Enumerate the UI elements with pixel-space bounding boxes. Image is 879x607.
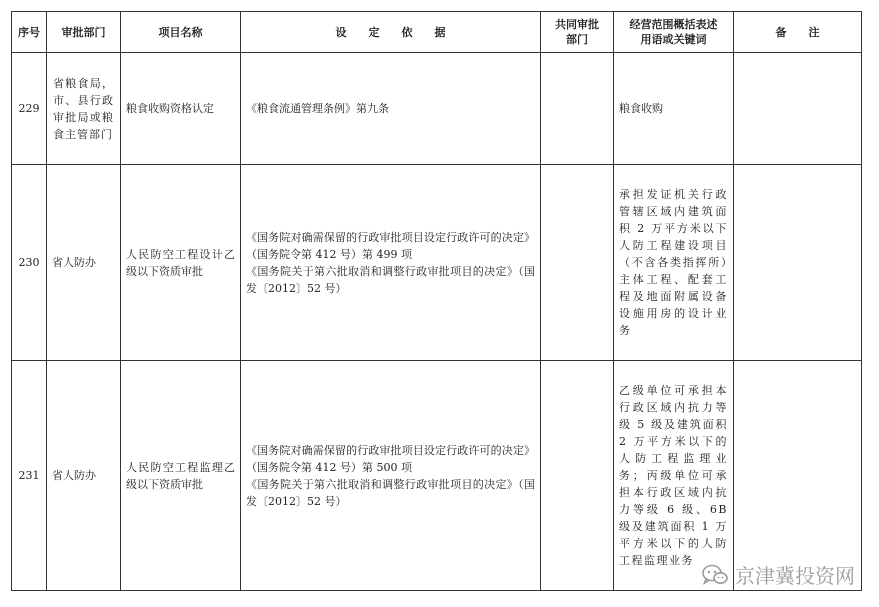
watermark xyxy=(701,560,855,589)
row-dept: 省人防办 xyxy=(47,361,121,591)
row-co-dept xyxy=(541,361,614,591)
header-co-dept: 共同审批部门 xyxy=(541,12,614,53)
header-scope: 经营范围概括表述用语或关键词 xyxy=(614,12,734,53)
row-seq: 230 xyxy=(12,165,47,361)
row-seq: 229 xyxy=(12,53,47,165)
row-seq: 231 xyxy=(12,361,47,591)
row-remark xyxy=(734,361,862,591)
row-co-dept xyxy=(541,53,614,165)
header-dept: 审批部门 xyxy=(47,12,121,53)
basis-line: 《国务院对确需保留的行政审批项目设定行政许可的决定》（国务院令第 412 号）第 500 项 xyxy=(246,443,535,474)
table-row xyxy=(12,361,862,591)
header-item: 项目名称 xyxy=(121,12,241,53)
basis-line: 《国务院关于第六批取消和调整行政审批项目的决定》（国发〔2012〕52 号） xyxy=(246,264,535,295)
row-co-dept xyxy=(541,165,614,361)
row-scope: 乙级单位可承担本行政区域内抗力等级 5 级及建筑面积 2 万平方米以下的人防工程监理业务；丙级单位可承担本行政区域内抗力等级 6 级、6B 级及建筑面积 1 万平方米以下的人防工程监理业务 xyxy=(614,361,734,591)
wechat-icon xyxy=(701,563,729,587)
row-dept: 省粮食局，市、县行政审批局或粮食主管部门 xyxy=(47,53,121,165)
table-header-row xyxy=(12,12,862,53)
row-remark xyxy=(734,165,862,361)
watermark-text: 京津冀投资网 xyxy=(735,564,855,588)
row-item: 粮食收购资格认定 xyxy=(121,53,241,165)
table-row xyxy=(12,53,862,165)
row-basis xyxy=(241,165,541,361)
header-basis: 设 定 依 据 xyxy=(241,12,541,53)
row-basis xyxy=(241,53,541,165)
basis-line: 《国务院对确需保留的行政审批项目设定行政许可的决定》（国务院令第 412 号）第 499 项 xyxy=(246,230,535,261)
basis-line: 《国务院关于第六批取消和调整行政审批项目的决定》（国发〔2012〕52 号） xyxy=(246,477,535,508)
header-remark: 备 注 xyxy=(734,12,862,53)
row-scope: 承担发证机关行政管辖区域内建筑面积 2 万平方米以下人防工程建设项目（不含各类指挥所）主体工程、配套工程及地面附属设备设施用房的设计业务 xyxy=(614,165,734,361)
row-dept: 省人防办 xyxy=(47,165,121,361)
row-item: 人民防空工程监理乙级以下资质审批 xyxy=(121,361,241,591)
row-remark xyxy=(734,53,862,165)
table-row xyxy=(12,165,862,361)
row-basis xyxy=(241,361,541,591)
row-item: 人民防空工程设计乙级以下资质审批 xyxy=(121,165,241,361)
basis-line: 《粮食流通管理条例》第九条 xyxy=(246,102,389,115)
approval-items-table xyxy=(11,11,862,591)
header-seq: 序号 xyxy=(12,12,47,53)
row-scope: 粮食收购 xyxy=(614,53,734,165)
